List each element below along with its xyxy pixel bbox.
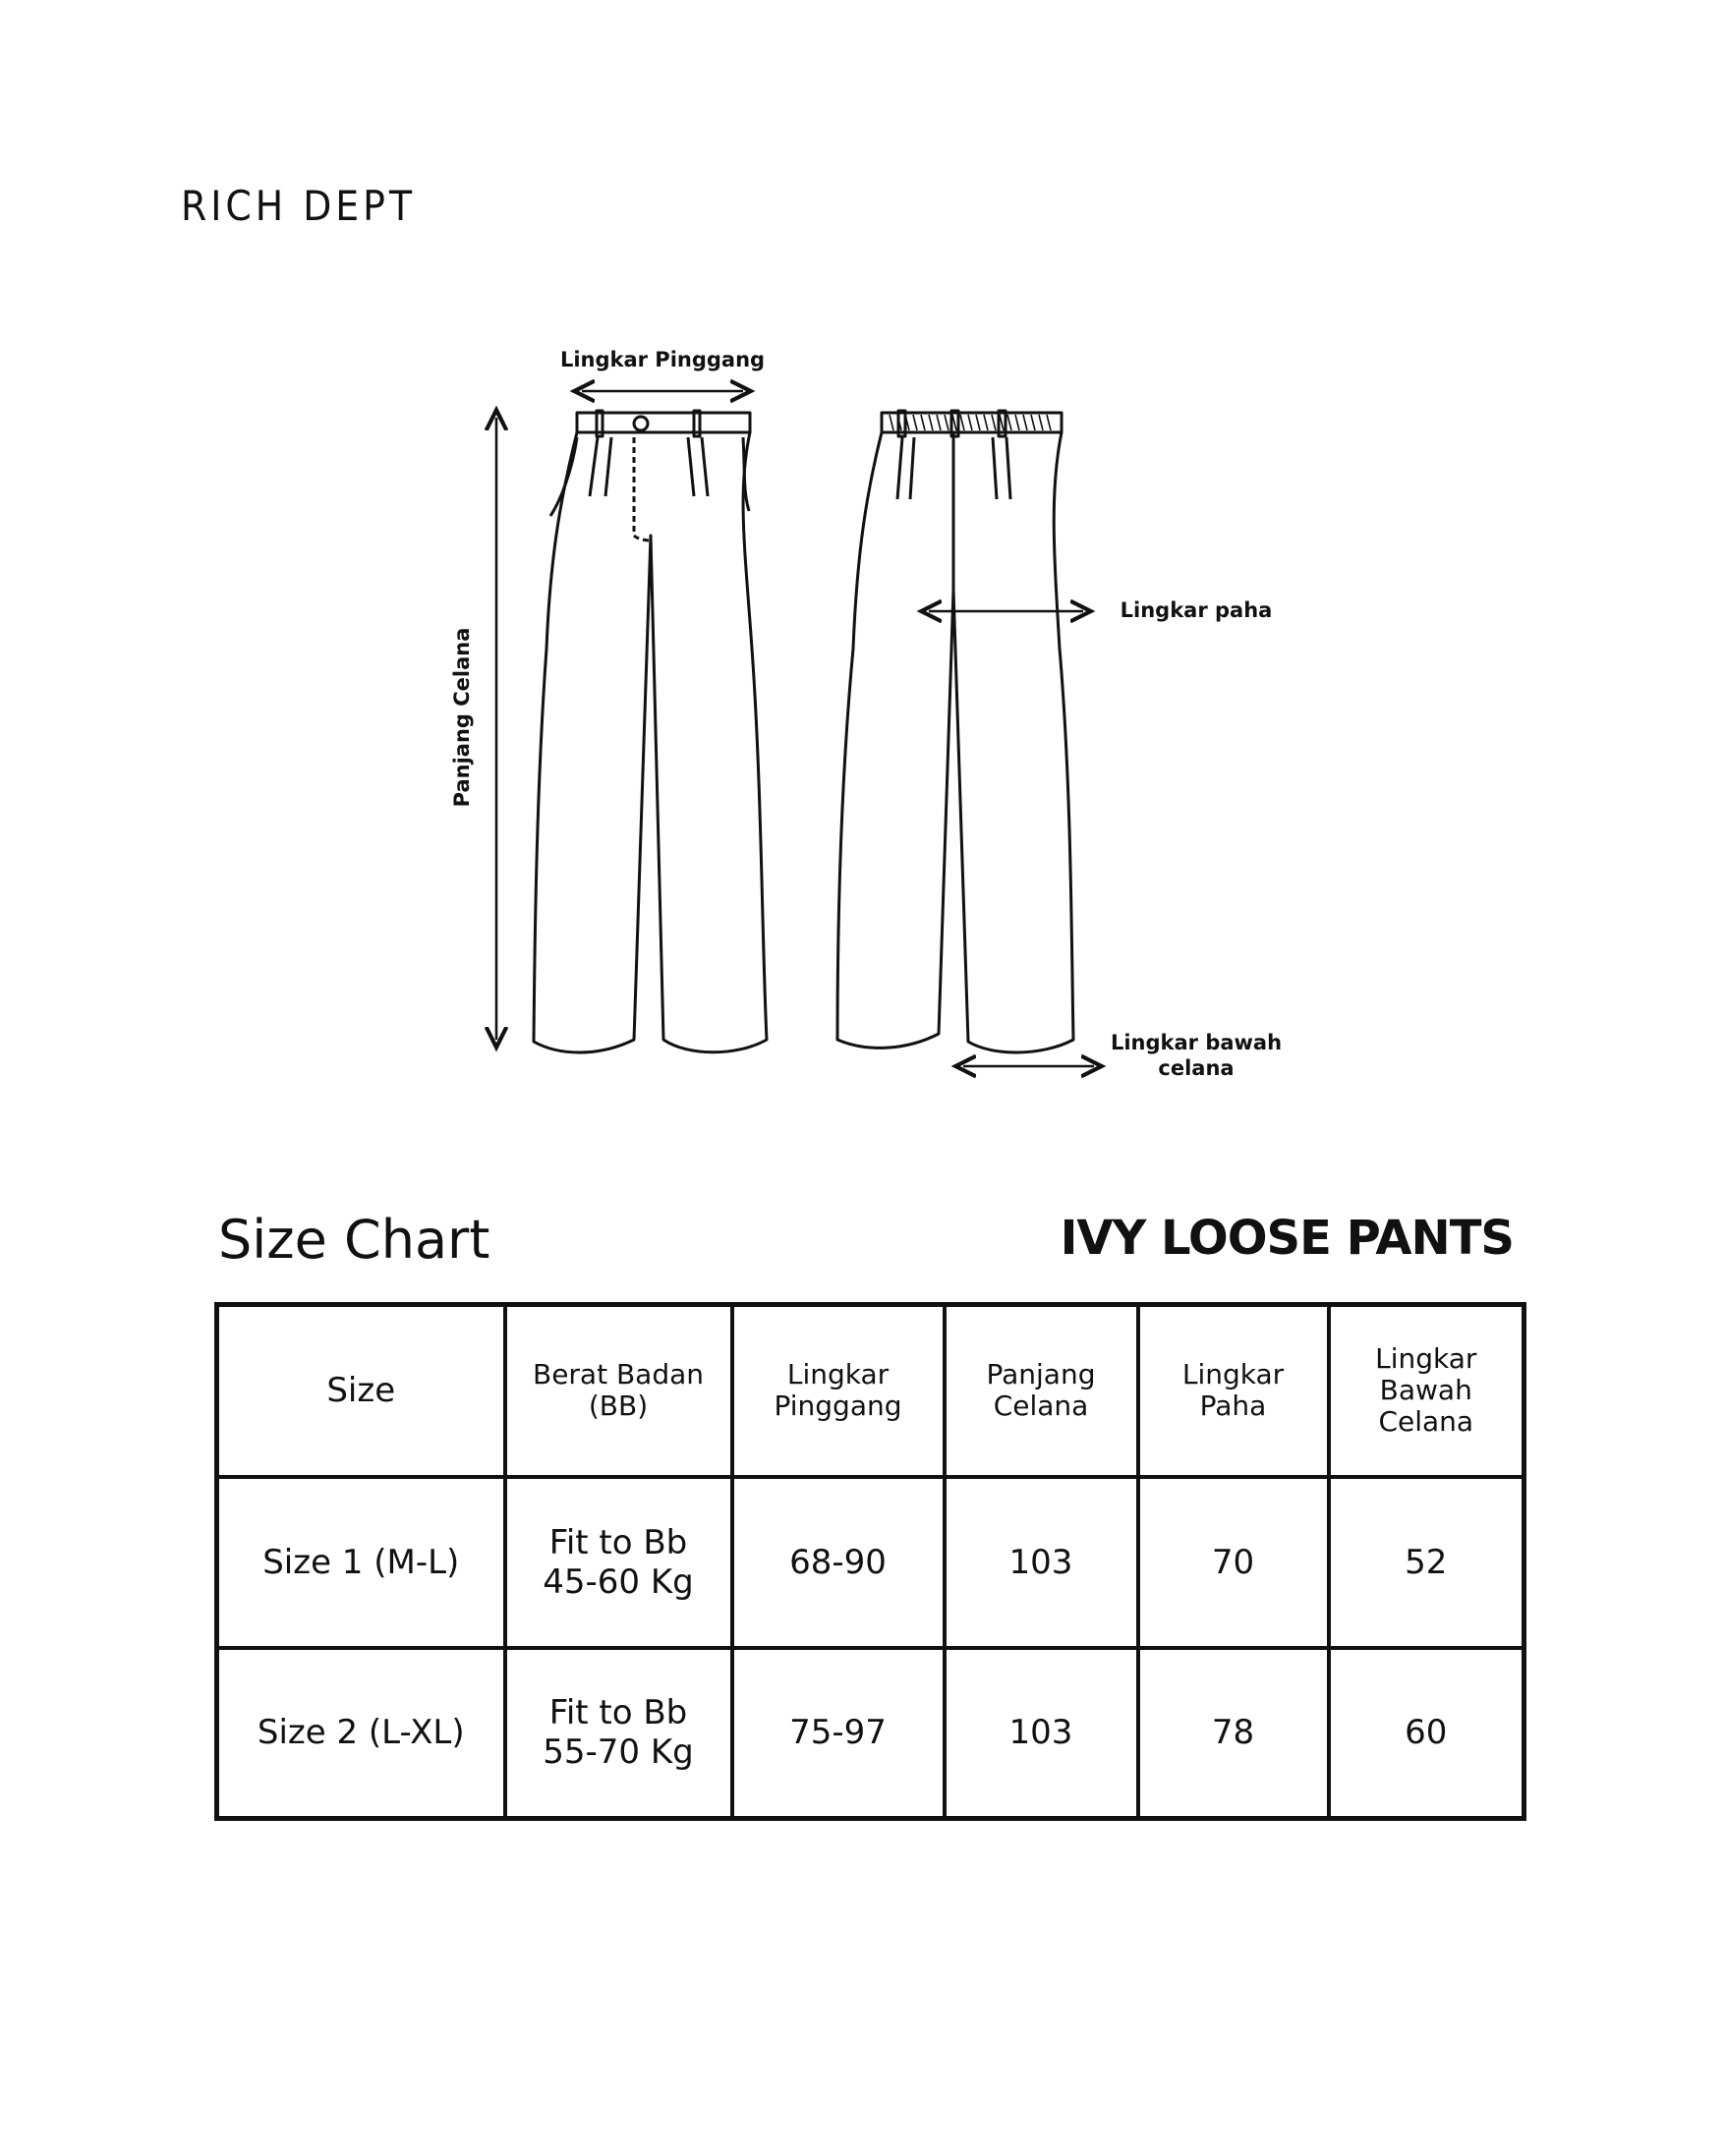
cell-thigh: 78 (1138, 1648, 1329, 1819)
table-row (217, 1648, 1524, 1819)
cell-body-weight: Fit to Bb 45-60 Kg (505, 1477, 732, 1648)
size-chart-title: Size Chart (218, 1209, 490, 1271)
cell-body-weight: Fit to Bb 55-70 Kg (505, 1648, 732, 1819)
size-chart-table (214, 1302, 1526, 1821)
cell-hem: 52 (1329, 1477, 1524, 1648)
table-row (217, 1477, 1524, 1648)
table-header-row (217, 1305, 1524, 1477)
header-thigh: Lingkar Paha (1138, 1305, 1329, 1477)
product-name: IVY LOOSE PANTS (1060, 1211, 1514, 1266)
cell-waist: 75-97 (732, 1648, 945, 1819)
thigh-label: Lingkar paha (1120, 598, 1273, 622)
header-size: Size (217, 1305, 505, 1477)
cell-size: Size 2 (L-XL) (217, 1648, 505, 1819)
measurement-arrows (496, 391, 1094, 1066)
header-waist: Lingkar Pinggang (732, 1305, 945, 1477)
cell-length: 103 (945, 1477, 1138, 1648)
length-label: Panjang Celana (450, 627, 474, 808)
cell-waist: 68-90 (732, 1477, 945, 1648)
header-length: Panjang Celana (945, 1305, 1138, 1477)
cell-hem: 60 (1329, 1648, 1524, 1819)
header-body-weight: Berat Badan (BB) (505, 1305, 732, 1477)
cell-thigh: 70 (1138, 1477, 1329, 1648)
hem-label-line1: Lingkar bawah (1110, 1031, 1283, 1054)
cell-size: Size 1 (M-L) (217, 1477, 505, 1648)
cell-length: 103 (945, 1648, 1138, 1819)
header-hem: Lingkar Bawah Celana (1329, 1305, 1524, 1477)
front-view-pants (534, 411, 767, 1052)
brand-logo-text: RICH DEPT (181, 182, 417, 230)
back-view-pants (837, 411, 1073, 1052)
hem-label-line2: celana (1158, 1056, 1235, 1080)
waist-label: Lingkar Pinggang (559, 348, 766, 371)
